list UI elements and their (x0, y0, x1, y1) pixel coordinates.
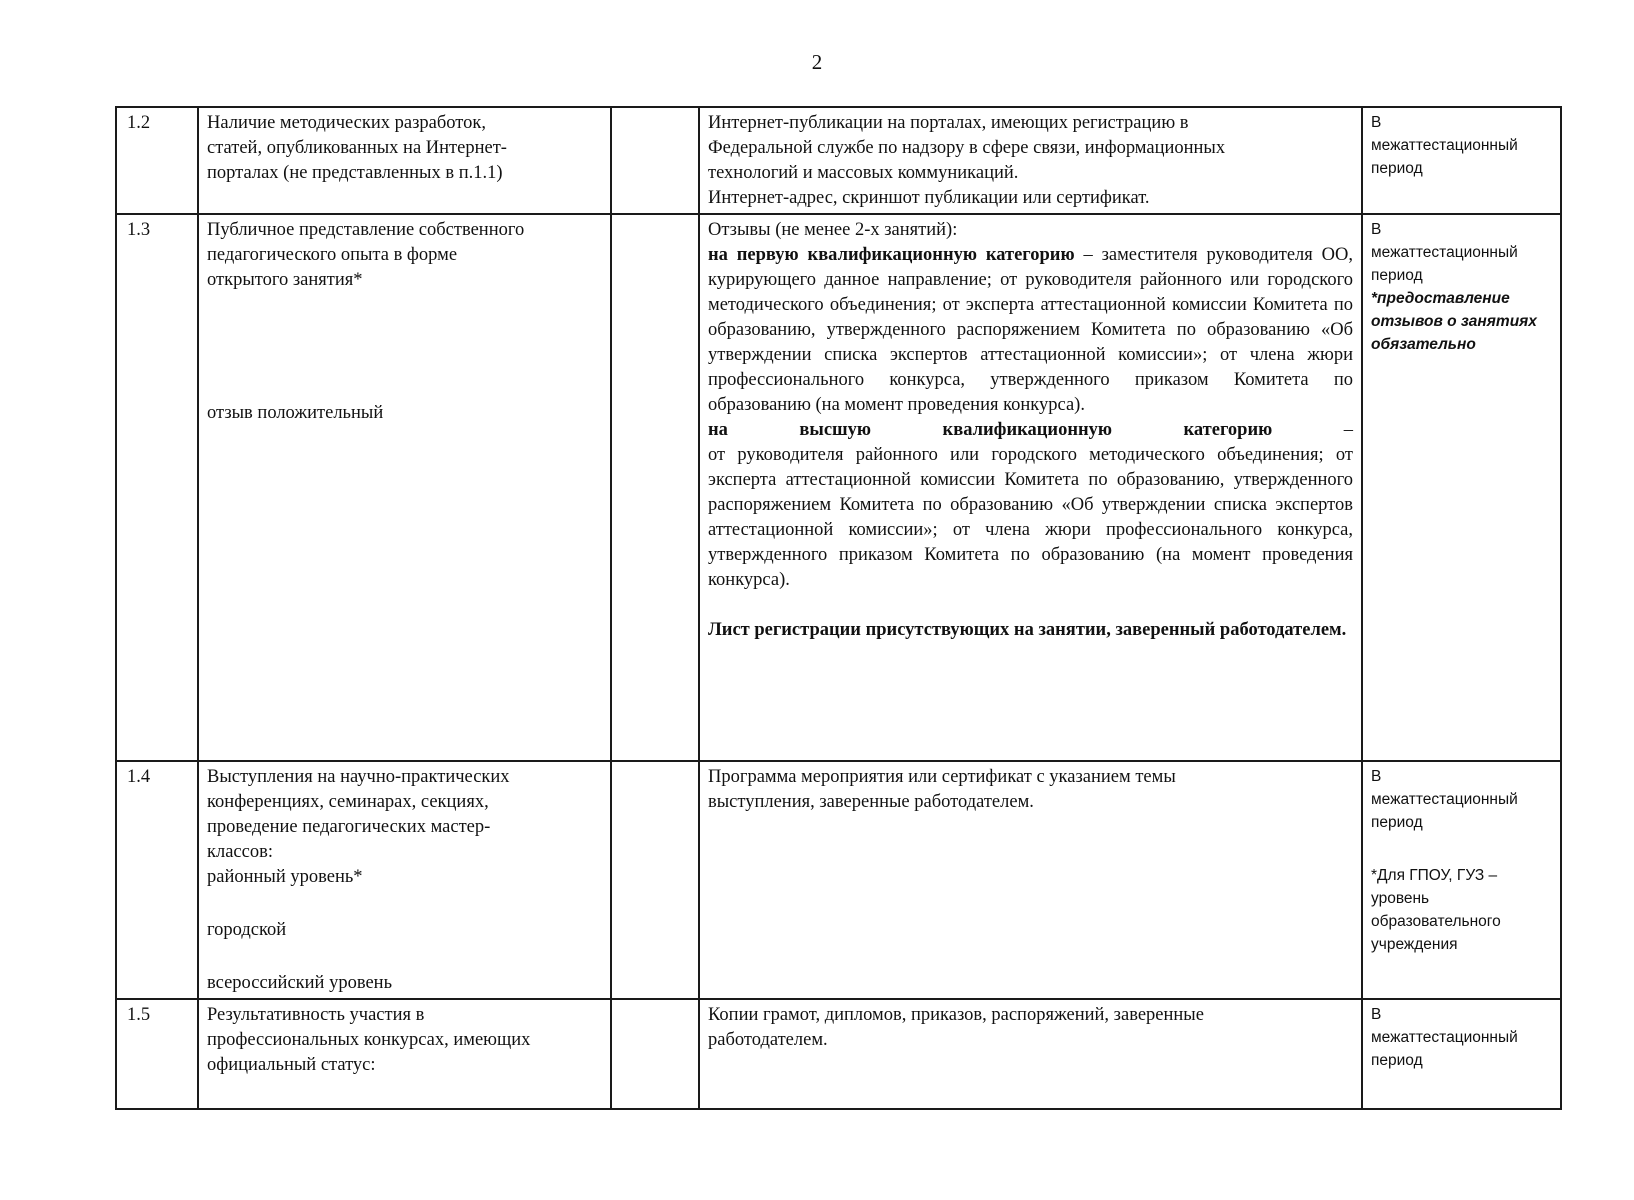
period-note-line: *предоставление (1371, 290, 1510, 307)
high-category-heading-line (708, 418, 1353, 443)
indicator-cell (198, 214, 611, 761)
indicator-line: официальный статус: (207, 1055, 376, 1075)
review-result: отзыв положительный (207, 403, 384, 423)
indicator-line: классов: (207, 842, 273, 862)
period-line: период (1371, 267, 1423, 284)
indicator-line: статей, опубликованных на Интернет- (207, 138, 507, 158)
documents-line: Программа мероприятия или сертификат с указанием темы (708, 767, 1176, 787)
documents-line: Копии грамот, дипломов, приказов, распоряжений, заверенные (708, 1005, 1204, 1025)
documents-line: Интернет-адрес, скриншот публикации или сертификат. (708, 188, 1150, 208)
level-city: городской (207, 920, 287, 940)
period-line: В (1371, 1006, 1382, 1023)
period-note-line: уровень (1371, 890, 1430, 907)
period-line: период (1371, 814, 1423, 831)
period-cell (1362, 761, 1561, 999)
high-category-dash: – (1272, 420, 1353, 440)
indicator-line: конференциях, семинарах, секциях, (207, 792, 489, 812)
page-number: 2 (811, 50, 823, 74)
indicator-cell (198, 999, 611, 1109)
period-cell (1362, 107, 1561, 214)
first-category-heading: на первую квалификационную категорию (708, 245, 1075, 265)
period-line: период (1371, 160, 1423, 177)
period-note-line: обязательно (1371, 336, 1476, 353)
table-row (116, 761, 1561, 999)
score-cell (611, 214, 699, 761)
reviews-intro: Отзывы (не менее 2-х занятий): (708, 220, 958, 240)
period-line: В (1371, 221, 1382, 238)
period-cell (1362, 999, 1561, 1109)
documents-cell (699, 214, 1362, 761)
registration-sheet: Лист регистрации присутствующих на занятии, заверенный работодателем. (708, 620, 1347, 640)
period-line: межаттестационный (1371, 244, 1518, 261)
indicator-line: Публичное представление собственного (207, 220, 525, 240)
score-cell (611, 999, 699, 1109)
indicator-line: Наличие методических разработок, (207, 113, 486, 133)
period-note-line: учреждения (1371, 936, 1458, 953)
documents-cell (699, 761, 1362, 999)
period-line: межаттестационный (1371, 1029, 1518, 1046)
level-district: районный уровень* (207, 867, 363, 887)
indicator-line: педагогического опыта в форме (207, 245, 458, 265)
period-note-line: образовательного (1371, 913, 1501, 930)
documents-line: Федеральной службе по надзору в сфере связи, информационных (708, 138, 1226, 158)
first-category-block (708, 243, 1353, 418)
indicator-cell (198, 761, 611, 999)
score-cell (611, 761, 699, 999)
row-number: 1.2 (116, 107, 198, 214)
table-row (116, 214, 1561, 761)
period-line: В (1371, 114, 1382, 131)
row-number: 1.4 (116, 761, 198, 999)
period-note-line: *Для ГПОУ, ГУЗ – (1371, 867, 1498, 884)
period-cell (1362, 214, 1561, 761)
indicator-line: Результативность участия в (207, 1005, 425, 1025)
first-category-text: – заместителя руководителя ОО, курирующего данное направление; от руководителя районного или городского методического объединения; от эксперта аттестационной комиссии Комитета по образованию, утвержденного распоряжением Комитета по образованию «Об утверждении списка экспертов аттестационной комиссии»; от члена жюри профессионального конкурса, утвержденного приказом Комитета по образованию (на момент проведения конкурса). (708, 245, 1353, 415)
indicator-cell (198, 107, 611, 214)
criteria-table (115, 106, 1562, 1110)
indicator-line: открытого занятия* (207, 270, 363, 290)
indicator-line: проведение педагогических мастер- (207, 817, 491, 837)
documents-cell (699, 107, 1362, 214)
documents-line: выступления, заверенные работодателем. (708, 792, 1034, 812)
period-line: межаттестационный (1371, 137, 1518, 154)
period-line: период (1371, 1052, 1423, 1069)
level-national: всероссийский уровень (207, 973, 393, 993)
indicator-line: Выступления на научно-практических (207, 767, 510, 787)
documents-line: Интернет-публикации на порталах, имеющих регистрацию в (708, 113, 1189, 133)
high-category-text: от руководителя районного или городского методического объединения; от эксперта аттестационной комиссии Комитета по образованию, утвержденного распоряжением Комитета по образованию «Об утверждении списка экспертов аттестационной комиссии»; от члена жюри профессионального конкурса, утвержденного приказом Комитета по образованию (на момент проведения конкурса). (708, 445, 1353, 590)
documents-cell (699, 999, 1362, 1109)
period-line: В (1371, 768, 1382, 785)
documents-line: работодателем. (708, 1030, 828, 1050)
indicator-line: порталах (не представленных в п.1.1) (207, 163, 503, 183)
score-cell (611, 107, 699, 214)
row-number: 1.3 (116, 214, 198, 761)
table-row (116, 999, 1561, 1109)
indicator-line: профессиональных конкурсах, имеющих (207, 1030, 531, 1050)
high-category-heading: на высшую квалификационную категорию (708, 420, 1273, 440)
row-number: 1.5 (116, 999, 198, 1109)
period-note-line: отзывов о занятиях (1371, 313, 1537, 330)
table-row (116, 107, 1561, 214)
period-line: межаттестационный (1371, 791, 1518, 808)
documents-line: технологий и массовых коммуникаций. (708, 163, 1019, 183)
